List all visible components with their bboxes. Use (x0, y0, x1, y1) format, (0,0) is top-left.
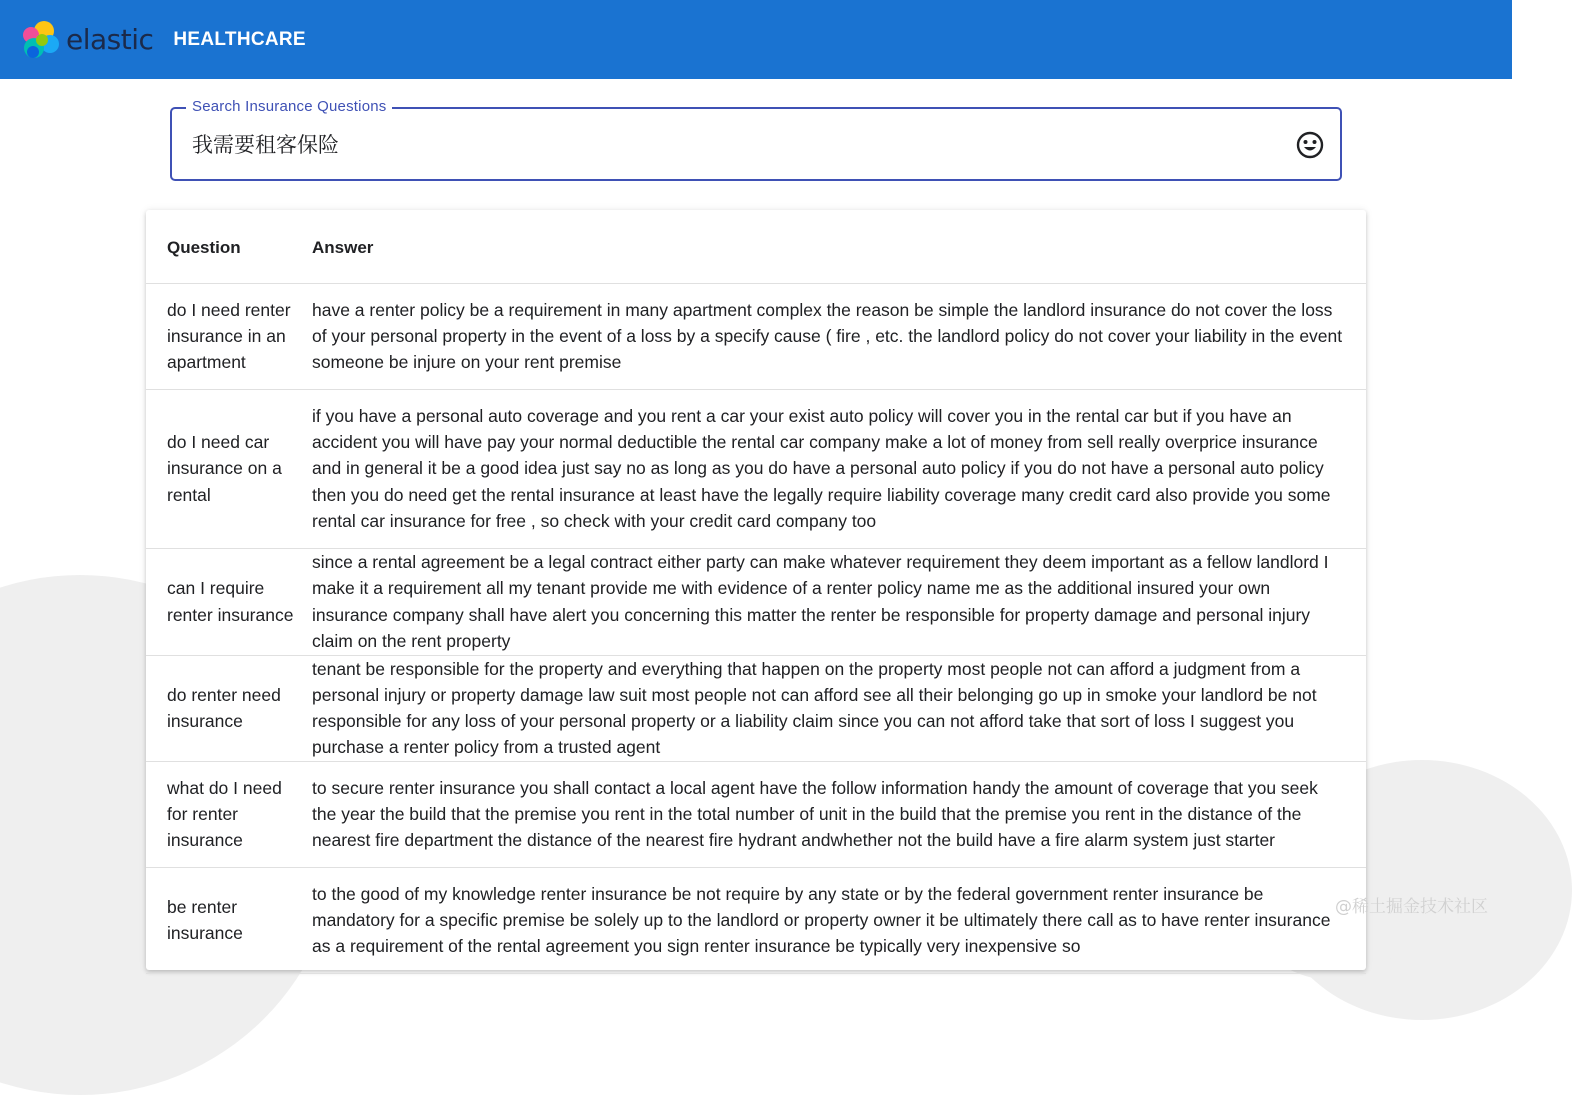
table-header-row (146, 210, 1366, 283)
question-cell: can I require renter insurance (146, 548, 312, 655)
table-row[interactable] (146, 283, 1366, 389)
search-input[interactable] (192, 127, 1272, 161)
answer-cell: tenant be responsible for the property and everything that happen on the property most people not can afford a judgment from a personal injury or property damage law suit most people not can afford see all their belonging go up in smoke your landlord be not responsible for any loss of your personal property or a liability claim since you can not afford take that sort of loss I suggest you purchase a renter policy from a trusted agent (312, 655, 1366, 761)
question-cell: what do I need for renter insurance (146, 761, 312, 867)
question-cell: do I need renter insurance in an apartment (146, 283, 312, 389)
logo-text: elastic (66, 23, 154, 56)
results-table (146, 210, 1366, 974)
question-cell: be renter insurance (146, 867, 312, 973)
table-row[interactable] (146, 655, 1366, 761)
answer-cell: to the good of my knowledge renter insurance be not require by any state or by the federal government renter insurance be mandatory for a specific premise be solely up to the landlord or property owner it be ultimately there call as to have renter insurance as a requirement of the rental agreement you sign renter insurance be typically very inexpensive so (312, 867, 1366, 973)
elastic-logo[interactable] (20, 19, 153, 61)
table-row[interactable] (146, 761, 1366, 867)
column-header-question[interactable]: Question (146, 210, 312, 283)
table-row[interactable] (146, 389, 1366, 548)
answer-cell: since a rental agreement be a legal contract either party can make whatever requirement they deem important as a fellow landlord I make it a requirement all my tenant provide me with evidence of a renter policy name me as the additional insured your own insurance company shall have alert you concerning this matter the renter be responsible for property damage and personal injury claim on the rent property (312, 548, 1366, 655)
watermark: @稀土掘金技术社区 (1335, 897, 1488, 917)
answer-cell: if you have a personal auto coverage and you rent a car your exist auto policy will cover you in the rental car but if you have an accident you will have pay your normal deductible the rental car company make a lot of money from sell really overprice insurance and in general it be a good idea just say no as long as you do have a personal auto policy if you do not have a personal auto policy then you do need get the rental insurance at least have the legally require liability coverage many credit card also provide you some rental car insurance for free , so check with your credit card company too (312, 389, 1366, 548)
table-row[interactable] (146, 548, 1366, 655)
answer-cell: to secure renter insurance you shall contact a local agent have the follow information handy the amount of coverage that you seek the year the build that the premise you rent in the total number of unit in the build that the premise you rent in the distance of the nearest fire department the distance of the nearest fire hydrant andwhether not the build have a fire alarm system just starter (312, 761, 1366, 867)
column-header-answer[interactable]: Answer (312, 210, 1366, 283)
answer-cell: have a renter policy be a requirement in many apartment complex the reason be simple the landlord insurance do not cover the loss of your personal property in the event of a loss by a specify cause ( fire , etc. the landlord policy do not cover your liability in the event someone be injure on your rent premise (312, 283, 1366, 389)
app-title: HEALTHCARE (173, 28, 306, 50)
elastic-logo-icon (20, 19, 62, 61)
smiley-icon[interactable] (1296, 131, 1324, 159)
results-table-card (146, 210, 1366, 970)
search-field[interactable] (170, 98, 1342, 181)
question-cell: do I need car insurance on a rental (146, 389, 312, 548)
search-label: Search Insurance Questions (186, 98, 392, 115)
question-cell: do renter need insurance (146, 655, 312, 761)
app-bar (0, 0, 1512, 79)
table-row[interactable] (146, 867, 1366, 973)
